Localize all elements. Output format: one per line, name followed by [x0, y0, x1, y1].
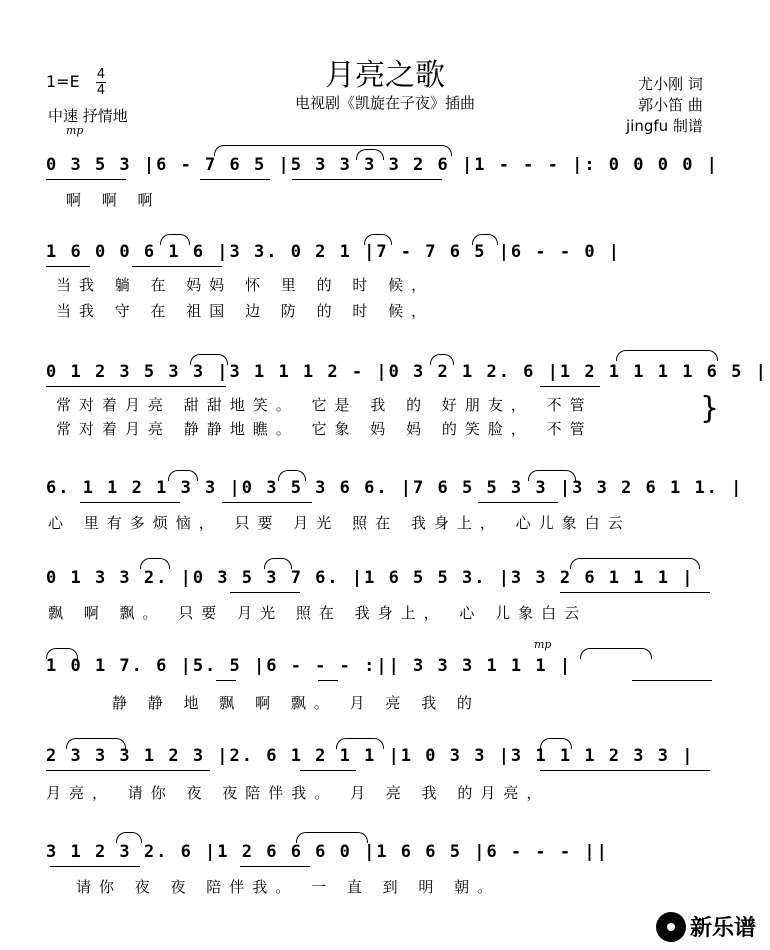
lyric-line: 当我 守 在 祖国 边 防 的 时 候，	[56, 302, 435, 320]
arranger: jingfu 制谱	[626, 117, 703, 135]
lyric-line: 当我 躺 在 妈妈 怀 里 的 时 候，	[56, 276, 435, 294]
dynamic-mark: mp	[534, 638, 552, 651]
meter-top: 4	[96, 67, 106, 82]
verse-brace: }	[700, 391, 720, 426]
lyric-line: 静 静 地 飘 啊 飘。 月 亮 我 的	[112, 694, 480, 712]
lyric-line: 常对着月亮 甜甜地笑。 它是 我 的 好朋友， 不管	[56, 396, 593, 414]
dynamic-mark: mp	[66, 124, 84, 137]
lyricist: 尤小刚 词	[638, 75, 703, 93]
notation-line: 0 3 5 3 |6 - 7 6 5 |5 3 3 3 3 2 6 |1 - - - |: 0 0 0 0 |	[46, 155, 719, 175]
notation-line: 6. 1 1 2 1 3 3 |0 3 5 3 6 6. |7 6 5 5 3 3 |3 3 2 6 1 1. |	[46, 478, 744, 498]
tempo-marking: 中速 抒情地	[48, 107, 128, 125]
lyric-line: 常对着月亮 静静地瞧。 它象 妈 妈 的笑脸， 不管	[56, 420, 593, 438]
song-title: 月亮之歌	[325, 58, 445, 93]
notation-line: 1 0 1 7. 6 |5. 5 |6 - - - :|| 3 3 3 1 1 1 |	[46, 656, 573, 676]
key-signature: 1=E	[46, 72, 80, 91]
notation-line: 2 3 3 3 1 2 3 |2. 6 1 2 1 1 |1 0 3 3 |3 1 1 1 2 3 3 |	[46, 746, 695, 766]
notation-line: 0 1 3 3 2. |0 3 5 3 7 6. |1 6 5 5 3. |3 3 2 6 1 1 1 |	[46, 568, 695, 588]
time-signature	[96, 68, 106, 97]
credits	[626, 74, 703, 137]
lyric-line: 啊 啊 啊	[66, 191, 161, 209]
lyric-line: 心 里有多烦恼， 只要 月光 照在 我身上， 心儿象白云	[48, 514, 631, 532]
song-subtitle: 电视剧《凯旋在子夜》插曲	[294, 94, 475, 112]
watermark-text: 新乐谱	[689, 916, 756, 941]
lyric-line: 飘 啊 飘。 只要 月光 照在 我身上， 心 儿象白云	[48, 604, 588, 622]
notation-line: 3 1 2 3 2. 6 |1 2 6 6 6 0 |1 6 6 5 |6 - - - ||	[46, 842, 609, 862]
record-disc-icon	[656, 912, 686, 942]
meter-bottom: 4	[96, 83, 106, 98]
composer: 郭小笛 曲	[638, 96, 703, 114]
notation-line: 0 1 2 3 5 3 3 |3 1 1 1 2 - |0 3 2 1 2. 6 |1 2 1 1 1 1 6 5 |	[46, 362, 768, 382]
lyric-line: 请你 夜 夜 陪伴我。 一 直 到 明 朝。	[76, 878, 501, 896]
watermark-logo	[656, 911, 756, 942]
lyric-line: 月亮， 请你 夜 夜陪伴我。 月 亮 我 的月亮，	[46, 784, 550, 802]
notation-line: 1 6 0 0 6 1 6 |3 3. 0 2 1 |7 - 7 6 5 |6 - - 0 |	[46, 242, 622, 262]
